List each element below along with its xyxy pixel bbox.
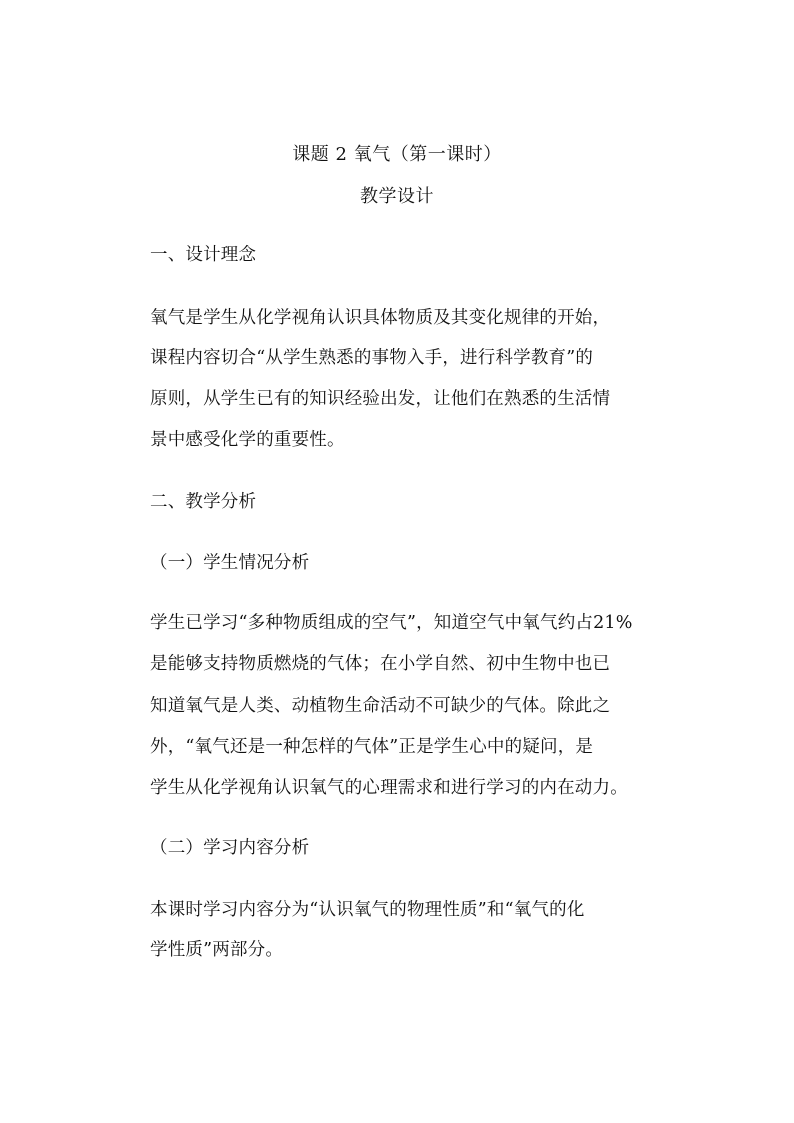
paragraph-line: 是能够支持物质燃烧的气体；在小学自然、初中生物中也已 [150,654,611,674]
paragraph-line: 知道氧气是人类、动植物生命活动不可缺少的气体。除此之 [150,696,611,716]
section-heading-design-concept: 一、设计理念 [150,245,257,265]
paragraph-line: 氧气是学生从化学视角认识具体物质及其变化规律的开始， [150,308,611,328]
subsection-heading-student-analysis: （一）学生情况分析 [150,553,310,573]
paragraph-line: 学生从化学视角认识氧气的心理需求和进行学习的内在动力。 [150,778,628,798]
paragraph-line: 原则，从学生已有的知识经验出发，让他们在熟悉的生活情 [150,389,611,409]
paragraph-line: 本课时学习内容分为“认识氧气的物理性质”和“氧气的化 [150,900,585,920]
page-subtitle: 教学设计 [360,186,434,207]
paragraph-line: 课程内容切合“从学生熟悉的事物入手，进行科学教育”的 [150,348,594,368]
page-title: 课题 2 氧气（第一课时） [292,144,502,165]
paragraph-line: 景中感受化学的重要性。 [150,430,345,450]
paragraph-line: 学性质”两部分。 [150,940,284,960]
paragraph-line: 学生已学习“多种物质组成的空气”，知道空气中氧气约占21% [150,613,633,633]
subsection-heading-content-analysis: （二）学习内容分析 [150,838,310,858]
section-heading-teaching-analysis: 二、教学分析 [150,492,257,512]
paragraph-line: 外，“氧气还是一种怎样的气体”正是学生心中的疑问，是 [150,737,594,757]
